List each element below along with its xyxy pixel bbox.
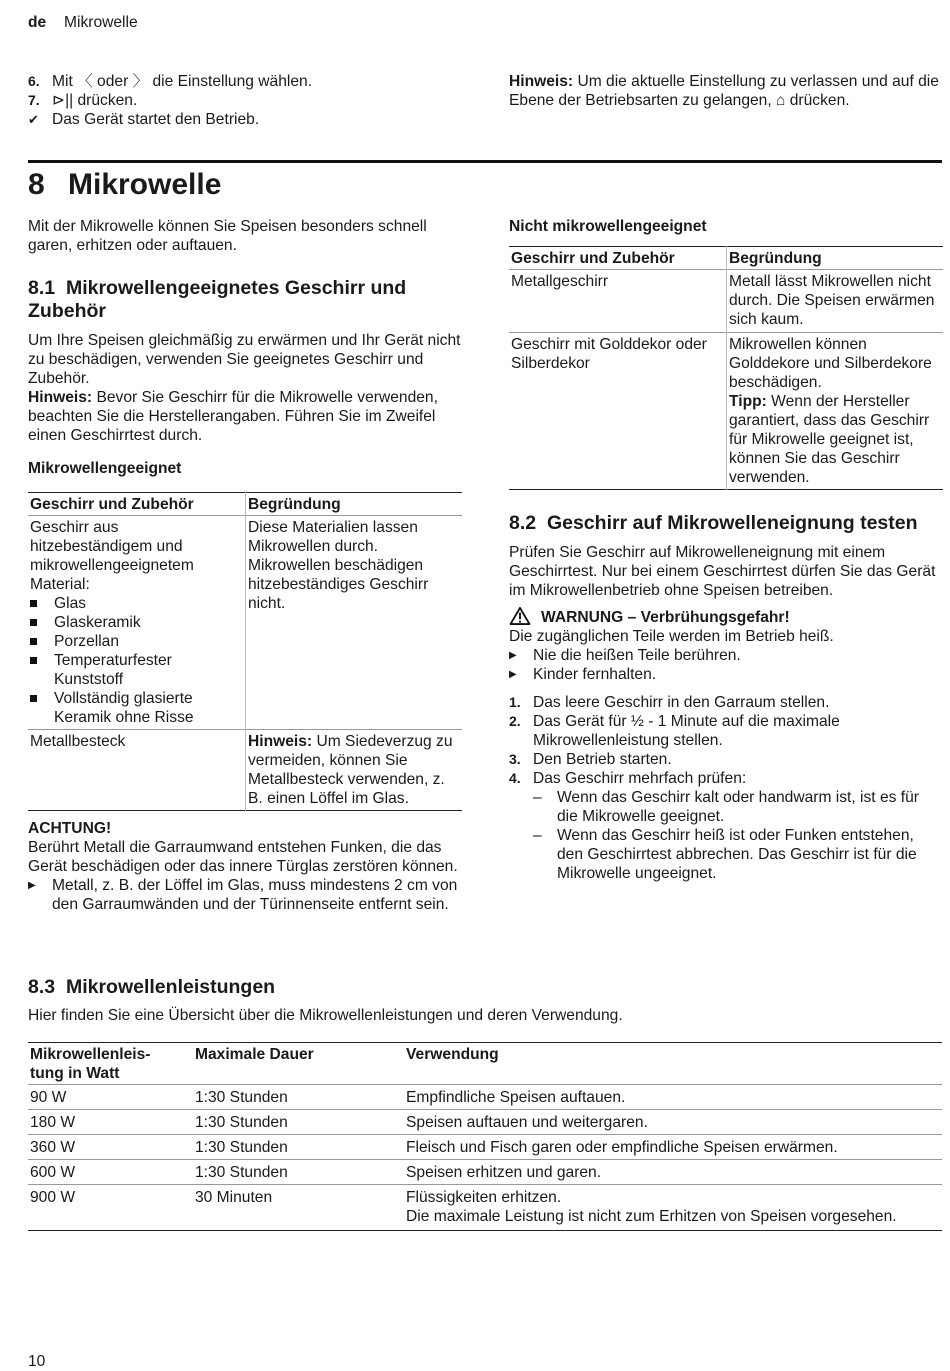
chapter-rule [28, 160, 942, 163]
hint-label: Hinweis: [248, 733, 313, 750]
table-row [509, 270, 943, 333]
column-header: Begründung [246, 493, 463, 516]
table-cell [404, 1185, 942, 1231]
cell-text: Flüssigkeiten erhitzen. [406, 1189, 562, 1206]
substep [509, 826, 943, 883]
caution-text: Berührt Metall die Garraumwand entstehen Funken, die das Gerät beschädigen oder das innere Türglas zerstören können. [28, 839, 458, 875]
list-item: Porzellan [30, 632, 233, 651]
table-row [509, 333, 943, 490]
table-cell: 1:30 Stunden [193, 1160, 404, 1185]
running-header-title: Mikrowelle [64, 14, 138, 31]
list-item: Glas [30, 594, 233, 613]
table-header-row [509, 247, 943, 270]
hint-text: Um die aktuelle Einstellung zu verlassen und auf die Ebene der Betriebsarten zu gelangen, ⌂ drücken. [509, 73, 939, 109]
table-cell: Fleisch und Fisch garen oder empfindliche Speisen erwärmen. [404, 1135, 942, 1160]
chapter-number: 8 [28, 168, 45, 201]
substep-text: Wenn das Geschirr heiß ist oder Funken entstehen, den Geschirrtest abbrechen. Das Geschirr ist für die Mikrowelle ungeeignet. [557, 827, 917, 882]
chapter-intro: Mit der Mikrowelle können Sie Speisen besonders schnell garen, erhitzen oder auftauen. [28, 218, 427, 254]
section-title: Geschirr auf Mikrowelleneignung testen [546, 512, 918, 534]
section-8-2-heading [509, 512, 943, 535]
chapter-title: Mikrowelle [68, 168, 222, 201]
table-cell: 90 W [30, 1089, 67, 1106]
table-cell: Speisen auftauen und weitergaren. [404, 1110, 942, 1135]
table-header-row [28, 493, 462, 516]
hint-label: Hinweis: [509, 73, 574, 90]
warning-heading [509, 607, 943, 627]
column-header: Begründung [727, 247, 944, 270]
cell-text: Die maximale Leistung ist nicht zum Erhitzen von Speisen vorgesehen. [406, 1208, 897, 1225]
checkmark-icon: ✔ [28, 112, 39, 127]
column-header: Geschirr und Zubehör [30, 496, 194, 513]
warning-title: WARNUNG – Verbrühungsgefahr! [541, 609, 790, 626]
section-8-1-heading [28, 277, 462, 323]
table-cell: 360 W [28, 1135, 193, 1160]
column-header [28, 1043, 193, 1085]
arrow-icon: ▶ [509, 650, 517, 661]
section-title: Mikrowellengeeignetes Geschirr und [65, 277, 407, 299]
substep-text: Wenn das Geschirr kalt oder handwarm ist, ist es für die Mikrowelle geeignet. [557, 789, 919, 825]
action-text: Metall, z. B. der Löffel im Glas, muss mindestens 2 cm von den Garraumwänden und der Türinnenseite entfernt sein. [52, 877, 458, 913]
table-cell [727, 333, 944, 490]
tip-label: Tipp: [729, 393, 767, 410]
section-title: Mikrowellenleistungen [65, 976, 276, 998]
step-number: 3. [509, 751, 521, 767]
warning-triangle-icon [509, 607, 531, 625]
table-header-row [28, 1043, 942, 1085]
result-text: Das Gerät startet den Betrieb. [52, 111, 260, 128]
substep [509, 788, 943, 826]
section-8-1-hint [28, 388, 462, 445]
list-item: Vollständig glasierte Keramik ohne Risse [30, 689, 233, 727]
hint-text: Bevor Sie Geschirr für die Mikrowelle verwenden, beachten Sie die Herstellerangaben. Führen Sie im Zweifel einen Geschirrtest durch. [28, 389, 438, 444]
list-item: Glaskeramik [30, 613, 233, 632]
step-text: Das Geschirr mehrfach prüfen: [533, 770, 747, 787]
table-cell: Metall lässt Mikrowellen nicht durch. Die Speisen erwärmen sich kaum. [727, 270, 944, 333]
step-6 [28, 72, 468, 91]
step [509, 769, 943, 788]
test-steps [509, 693, 943, 883]
step-text: Den Betrieb starten. [533, 751, 672, 768]
step [509, 750, 943, 769]
step-number: 6. [28, 73, 40, 89]
step-number: 2. [509, 713, 521, 729]
table-cell: Speisen erhitzen und garen. [404, 1160, 942, 1185]
section-8-1-paragraph: Um Ihre Speisen gleichmäßig zu erwärmen und Ihr Gerät nicht zu beschädigen, verwenden Sie geeignetes Geschirr und Zubehör. [28, 332, 461, 387]
section-number: 8.1 [28, 277, 56, 299]
table-cell: Geschirr mit Golddekor oder Silberdekor [509, 333, 727, 490]
table-cell: 1:30 Stunden [193, 1110, 404, 1135]
warning-action [509, 646, 943, 665]
action-text: Kinder fernhalten. [533, 666, 657, 683]
table-cell: Diese Materialien lassen Mikrowellen durch. Mikrowellen beschädigen hitzebeständiges Geschirr nicht. [246, 516, 463, 730]
table-row [28, 730, 462, 811]
table-cell [246, 730, 463, 811]
step [509, 693, 943, 712]
section-8-3-paragraph: Hier finden Sie eine Übersicht über die Mikrowellenleistungen und deren Verwendung. [28, 1007, 623, 1024]
chapter-heading [28, 168, 221, 202]
header-line: Mikrowellenleis- [30, 1046, 151, 1063]
table-row [28, 1185, 942, 1231]
section-8-2-paragraph: Prüfen Sie Geschirr auf Mikrowelleneignung mit einem Geschirrtest. Nur bei einem Geschirrtest dürfen Sie das Gerät im Mikrowellenbetrieb ohne Speisen betreiben. [509, 544, 936, 599]
step-text: ⊳|| drücken. [52, 92, 138, 109]
tip-text: Wenn der Hersteller garantiert, dass das Geschirr für Mikrowelle geeignet ist, können Sie das Geschirr verwenden. [729, 393, 930, 486]
section-8-3 [28, 976, 942, 1231]
section-title-cont: Zubehör [28, 300, 106, 322]
step-number: 1. [509, 694, 521, 710]
language-code: de [28, 14, 47, 31]
right-column [509, 217, 943, 883]
cell-text: Mikrowellen können Golddekore und Silberdekore beschädigen. [729, 336, 932, 391]
warning-action [509, 665, 943, 684]
page-number: 10 [28, 1353, 46, 1370]
table-cell: 600 W [28, 1160, 193, 1185]
column-header: Geschirr und Zubehör [511, 250, 675, 267]
table-cell: Empfindliche Speisen auftauen. [406, 1089, 626, 1106]
dash-marker: – [533, 827, 542, 844]
table-row [28, 516, 462, 730]
table-cell: 1:30 Stunden [193, 1135, 404, 1160]
table-row [28, 1160, 942, 1185]
left-column [28, 217, 462, 914]
column-header: Maximale Dauer [195, 1046, 314, 1063]
table-cell [28, 516, 246, 730]
section-number: 8.3 [28, 976, 56, 998]
table-cell: Metallbesteck [28, 730, 246, 811]
cell-text: Geschirr aus hitzebeständigem und mikrowellengeeignetem Material: [30, 519, 194, 593]
step-result [28, 110, 468, 129]
table-cell: 1:30 Stunden [195, 1089, 288, 1106]
action-text: Nie die heißen Teile berühren. [533, 647, 741, 664]
table-cell: 900 W [28, 1185, 193, 1231]
step-text: Das leere Geschirr in den Garraum stellen. [533, 694, 830, 711]
step-text: Mit 〈 oder 〉 die Einstellung wählen. [52, 73, 313, 90]
column-header: Verwendung [406, 1046, 499, 1063]
suitable-table [28, 492, 462, 811]
header-line: tung in Watt [30, 1065, 120, 1082]
unsuitable-table [509, 246, 943, 490]
top-steps [28, 72, 468, 129]
step-7 [28, 91, 468, 110]
arrow-icon: ▶ [28, 880, 36, 891]
step-text: Das Gerät für ½ - 1 Minute auf die maximale Mikrowellenleistung stellen. [533, 713, 840, 749]
table-row [28, 1135, 942, 1160]
list-item: Temperaturfester Kunststoff [30, 651, 233, 689]
power-table [28, 1042, 942, 1231]
section-number: 8.2 [509, 512, 537, 534]
caution-action [28, 876, 462, 914]
step-number: 4. [509, 770, 521, 786]
dash-marker: – [533, 789, 542, 806]
material-list [30, 594, 233, 727]
table-cell: 30 Minuten [193, 1185, 404, 1231]
table-cell: 180 W [28, 1110, 193, 1135]
arrow-icon: ▶ [509, 669, 517, 680]
suitable-heading: Mikrowellengeeignet [28, 460, 182, 477]
table-cell: Metallgeschirr [511, 273, 609, 290]
warning-text: Die zugänglichen Teile werden im Betrieb heiß. [509, 628, 834, 645]
step [509, 712, 943, 750]
cell-text: Um Siedeverzug zu vermeiden, können Sie Metallbesteck verwenden, z. B. einen Löffel im Glas. [248, 733, 453, 807]
unsuitable-heading: Nicht mikrowellengeeignet [509, 218, 707, 235]
caution-heading: ACHTUNG! [28, 820, 112, 837]
table-row [28, 1085, 942, 1110]
section-8-3-heading [28, 976, 942, 999]
top-hint [509, 72, 939, 110]
step-number: 7. [28, 92, 40, 108]
table-row [28, 1110, 942, 1135]
hint-label: Hinweis: [28, 389, 93, 406]
